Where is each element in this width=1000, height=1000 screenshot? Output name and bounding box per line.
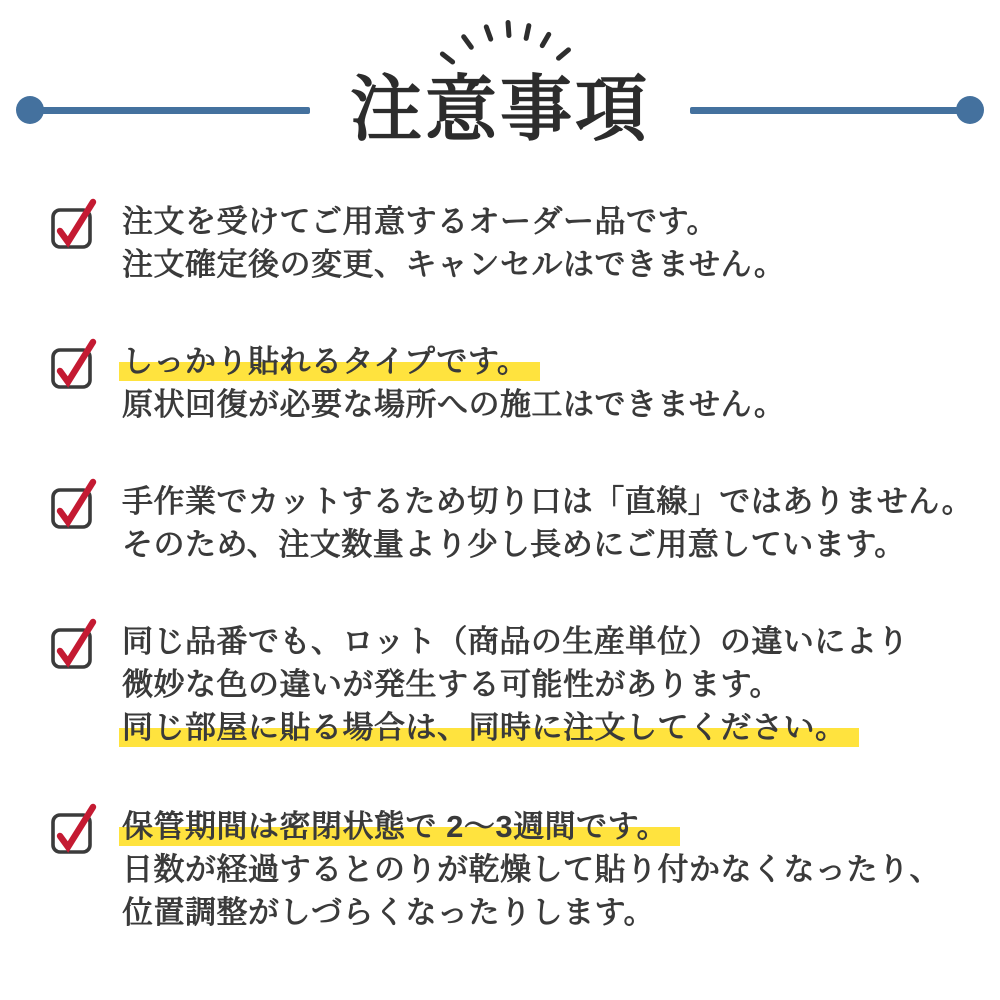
caution-item <box>50 805 990 934</box>
caution-text <box>122 480 973 566</box>
checked-checkbox-icon <box>50 477 96 529</box>
caution-item <box>50 200 990 286</box>
checked-checkbox-icon <box>50 617 96 669</box>
caution-item <box>50 340 990 426</box>
caution-text <box>122 805 941 934</box>
caution-text-line: 注文を受けてご用意するオーダー品です。 <box>122 204 719 239</box>
caution-text-line: 注文確定後の変更、キャンセルはできません。 <box>122 247 786 282</box>
caution-text <box>122 620 909 749</box>
caution-text-line: 位置調整がしづらくなったりします。 <box>122 895 656 930</box>
caution-text <box>122 200 785 286</box>
caution-item <box>50 620 990 749</box>
divider-line-right <box>690 107 983 114</box>
caution-text-line: 同じ部屋に貼る場合は、同時に注文してください。 <box>122 706 909 749</box>
caution-text-line: 保管期間は密閉状態で 2〜3週間です。 <box>122 805 941 848</box>
checked-checkbox-icon <box>50 337 96 389</box>
divider-dot-left <box>16 96 44 124</box>
divider-line-left <box>17 107 310 114</box>
caution-text-line: そのため、注文数量より少し長めにご用意しています。 <box>122 527 906 562</box>
caution-text-line: 同じ品番でも、ロット（商品の生産単位）の違いにより <box>122 624 909 659</box>
checked-checkbox-icon <box>50 197 96 249</box>
caution-item <box>50 480 990 566</box>
caution-text-line: 手作業でカットするため切り口は「直線」ではありません。 <box>122 484 974 519</box>
caution-text-line: 原状回復が必要な場所への施工はできません。 <box>122 387 786 422</box>
title-row <box>0 70 1000 150</box>
caution-text-line: 微妙な色の違いが発生する可能性があります。 <box>122 667 782 702</box>
divider-dot-right <box>956 96 984 124</box>
caution-text <box>122 340 785 426</box>
emphasis-rays-icon <box>435 16 575 78</box>
checked-checkbox-icon <box>50 802 96 854</box>
page-title: 注意事項 <box>350 70 651 150</box>
caution-text-line: 日数が経過するとのりが乾燥して貼り付かなくなったり、 <box>122 852 941 887</box>
caution-text-line: しっかり貼れるタイプです。 <box>122 340 785 383</box>
